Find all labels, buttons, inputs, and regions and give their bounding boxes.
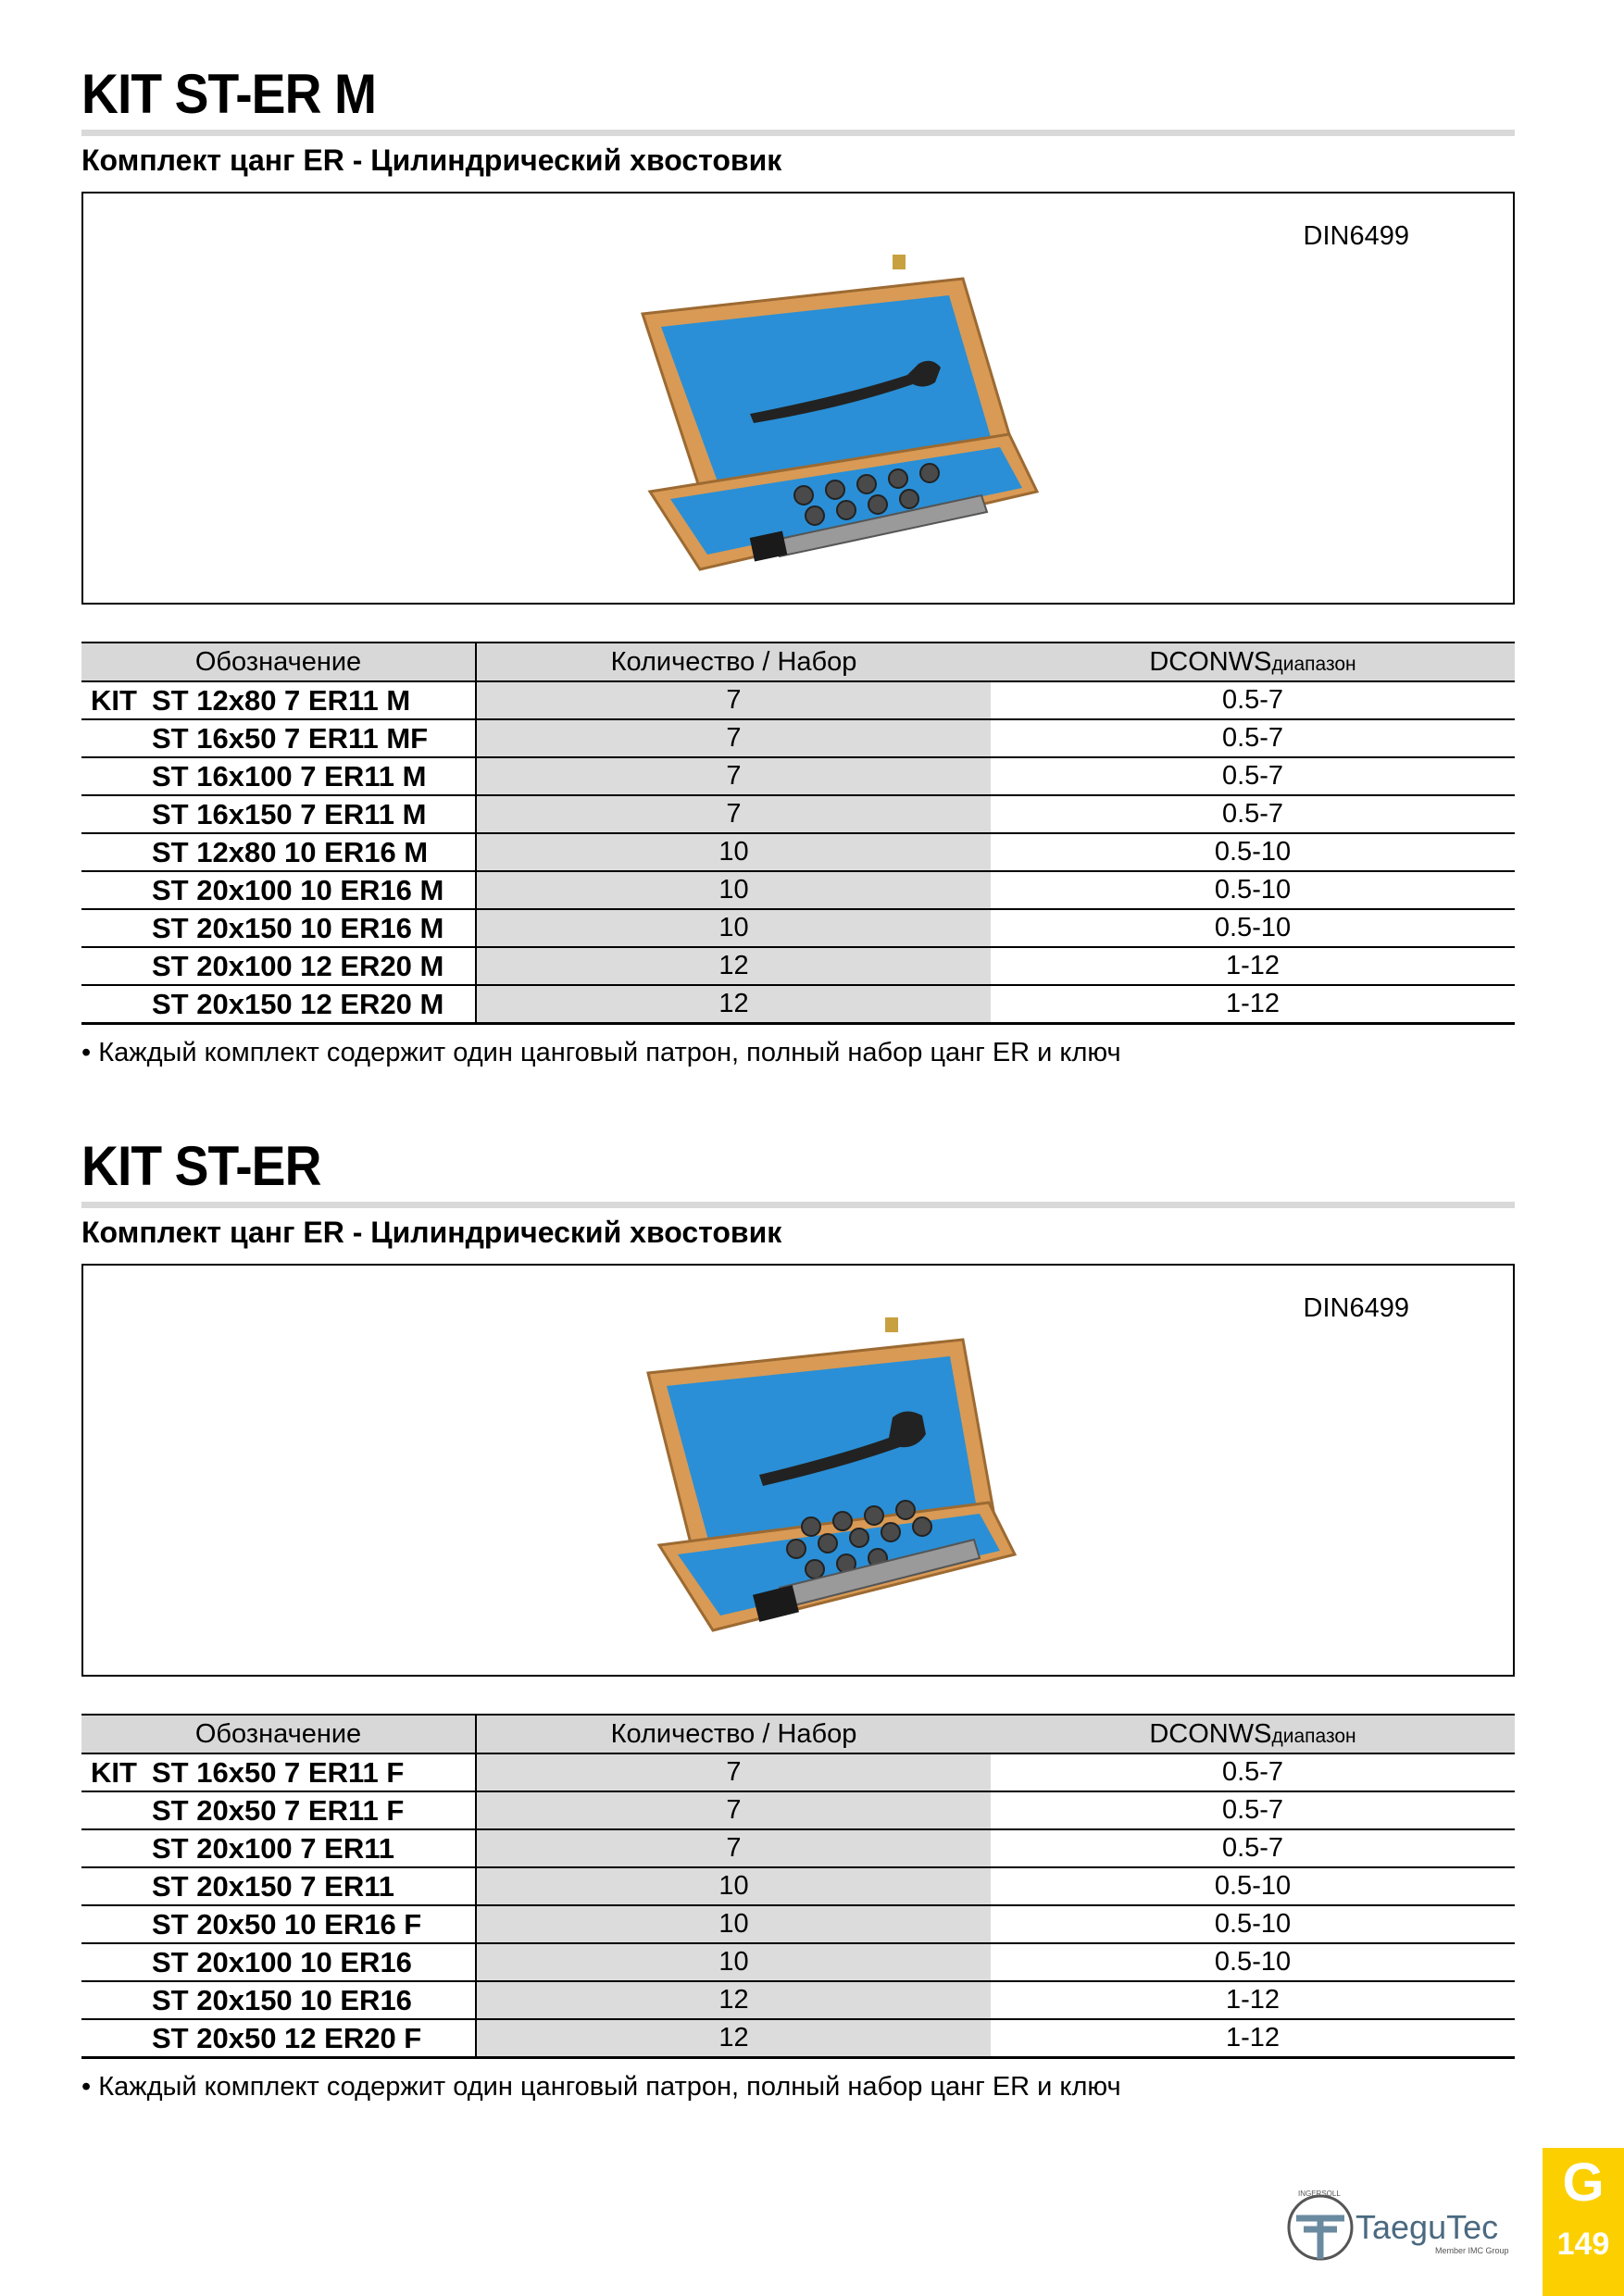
table-row [81, 909, 1515, 947]
designation-cell [81, 1753, 476, 1791]
designation-cell [81, 2019, 476, 2058]
range-cell: 1-12 [991, 985, 1515, 1024]
designation-cell [81, 1791, 476, 1829]
product-image-box [81, 192, 1515, 605]
din-standard-label: DIN6499 [1303, 221, 1409, 251]
designation-code: ST 16x50 7 ER11 F [152, 1756, 405, 1789]
designation-code: ST 20x50 12 ER20 F [152, 2022, 422, 2054]
quantity-cell: 7 [476, 719, 991, 757]
designation-code: ST 20x100 10 ER16 M [152, 874, 444, 906]
designation-cell [81, 757, 476, 795]
designation-code: ST 20x150 10 ER16 M [152, 912, 444, 944]
section-subtitle: Комплект цанг ER - Цилиндрический хвостовик [81, 144, 782, 177]
quantity-cell: 12 [476, 947, 991, 985]
kit-table [81, 1714, 1515, 2059]
quantity-cell: 10 [476, 1943, 991, 1981]
range-cell: 1-12 [991, 1981, 1515, 2019]
table-row [81, 871, 1515, 909]
designation-code: ST 20x100 12 ER20 M [152, 950, 444, 982]
range-cell: 0.5-10 [991, 1943, 1515, 1981]
designation-cell [81, 795, 476, 833]
range-cell: 0.5-10 [991, 1867, 1515, 1905]
header-quantity: Количество / Набор [476, 1715, 991, 1753]
logo-brand-text: TaeguTec [1355, 2208, 1499, 2246]
range-cell: 0.5-7 [991, 681, 1515, 719]
table-row [81, 1867, 1515, 1905]
quantity-cell: 7 [476, 1791, 991, 1829]
designation-cell [81, 833, 476, 871]
header-dconws [991, 1715, 1515, 1753]
table-row [81, 719, 1515, 757]
range-cell: 0.5-7 [991, 1753, 1515, 1791]
collet-kit-case-image [537, 1290, 1093, 1660]
logo-ring-text: INGERSOLL [1298, 2190, 1341, 2198]
table-row [81, 1829, 1515, 1867]
kit-prefix: KIT [91, 1756, 137, 1789]
header-dconws-main: DCONWS [1149, 646, 1272, 677]
range-cell: 0.5-7 [991, 1791, 1515, 1829]
designation-cell [81, 681, 476, 719]
designation-code: ST 16x100 7 ER11 M [152, 760, 427, 792]
designation-code: ST 20x150 10 ER16 [152, 1984, 412, 2016]
designation-cell [81, 1829, 476, 1867]
table-header-row [81, 643, 1515, 681]
kit-table [81, 642, 1515, 1025]
designation-code: ST 20x150 12 ER20 M [152, 988, 444, 1020]
table-row [81, 1753, 1515, 1791]
designation-cell [81, 1943, 476, 1981]
kit-contents-note: • Каждый комплект содержит один цанговый патрон, полный набор цанг ER и ключ [81, 2072, 1121, 2102]
header-dconws-main: DCONWS [1149, 1718, 1272, 1749]
chapter-letter: G [1562, 2152, 1605, 2213]
designation-cell [81, 1981, 476, 2019]
table-row [81, 795, 1515, 833]
range-cell: 0.5-7 [991, 795, 1515, 833]
range-cell: 0.5-7 [991, 719, 1515, 757]
page-number: 149 [1556, 2227, 1610, 2262]
table-row [81, 1943, 1515, 1981]
quantity-cell: 7 [476, 1753, 991, 1791]
table-row [81, 1981, 1515, 2019]
designation-code: ST 20x50 7 ER11 F [152, 1794, 405, 1827]
logo-tagline-text: Member IMC Group [1435, 2246, 1509, 2255]
taegutec-logo [1287, 2185, 1518, 2268]
table-row [81, 833, 1515, 871]
product-image-box [81, 1264, 1515, 1677]
section-title: KIT ST-ER M [81, 63, 377, 125]
header-dconws [991, 643, 1515, 681]
designation-code: ST 16x50 7 ER11 MF [152, 722, 429, 755]
designation-cell [81, 1867, 476, 1905]
quantity-cell: 7 [476, 757, 991, 795]
designation-code: ST 12x80 10 ER16 M [152, 836, 429, 868]
section-kit-st-er-m [81, 61, 1515, 1068]
table-row [81, 757, 1515, 795]
table-row [81, 947, 1515, 985]
section-kit-st-er [81, 1133, 1515, 2103]
designation-code: ST 20x100 10 ER16 [152, 1946, 412, 1978]
quantity-cell: 7 [476, 681, 991, 719]
range-cell: 1-12 [991, 947, 1515, 985]
designation-code: ST 20x100 7 ER11 [152, 1832, 394, 1865]
quantity-cell: 12 [476, 1981, 991, 2019]
page-tab [1543, 2148, 1624, 2296]
designation-code: ST 20x150 7 ER11 [152, 1870, 394, 1903]
section-title: KIT ST-ER [81, 1135, 321, 1197]
quantity-cell: 10 [476, 1867, 991, 1905]
table-row [81, 2019, 1515, 2058]
range-cell: 1-12 [991, 2019, 1515, 2058]
designation-cell [81, 871, 476, 909]
header-quantity: Количество / Набор [476, 643, 991, 681]
quantity-cell: 7 [476, 795, 991, 833]
collet-kit-case-image [537, 218, 1093, 588]
quantity-cell: 12 [476, 2019, 991, 2058]
header-dconws-sub: диапазон [1271, 1725, 1356, 1747]
range-cell: 0.5-10 [991, 909, 1515, 947]
designation-code: ST 12x80 7 ER11 M [152, 684, 411, 717]
designation-cell [81, 1905, 476, 1943]
header-designation: Обозначение [81, 643, 476, 681]
quantity-cell: 10 [476, 833, 991, 871]
range-cell: 0.5-10 [991, 833, 1515, 871]
designation-cell [81, 909, 476, 947]
title-rule [81, 1202, 1515, 1208]
title-rule [81, 130, 1515, 136]
quantity-cell: 10 [476, 1905, 991, 1943]
quantity-cell: 10 [476, 871, 991, 909]
quantity-cell: 12 [476, 985, 991, 1024]
header-dconws-sub: диапазон [1271, 653, 1356, 675]
table-row [81, 1791, 1515, 1829]
range-cell: 0.5-10 [991, 871, 1515, 909]
table-row [81, 1905, 1515, 1943]
designation-code: ST 20x50 10 ER16 F [152, 1908, 422, 1940]
header-designation: Обозначение [81, 1715, 476, 1753]
table-header-row [81, 1715, 1515, 1753]
quantity-cell: 7 [476, 1829, 991, 1867]
range-cell: 0.5-7 [991, 1829, 1515, 1867]
kit-contents-note: • Каждый комплект содержит один цанговый патрон, полный набор цанг ER и ключ [81, 1038, 1121, 1067]
range-cell: 0.5-7 [991, 757, 1515, 795]
din-standard-label: DIN6499 [1303, 1293, 1409, 1323]
designation-cell [81, 719, 476, 757]
range-cell: 0.5-10 [991, 1905, 1515, 1943]
designation-code: ST 16x150 7 ER11 M [152, 798, 427, 830]
table-row [81, 681, 1515, 719]
table-row [81, 985, 1515, 1024]
section-subtitle: Комплект цанг ER - Цилиндрический хвостовик [81, 1216, 782, 1249]
designation-cell [81, 947, 476, 985]
kit-prefix: KIT [91, 684, 137, 717]
designation-cell [81, 985, 476, 1024]
quantity-cell: 10 [476, 909, 991, 947]
